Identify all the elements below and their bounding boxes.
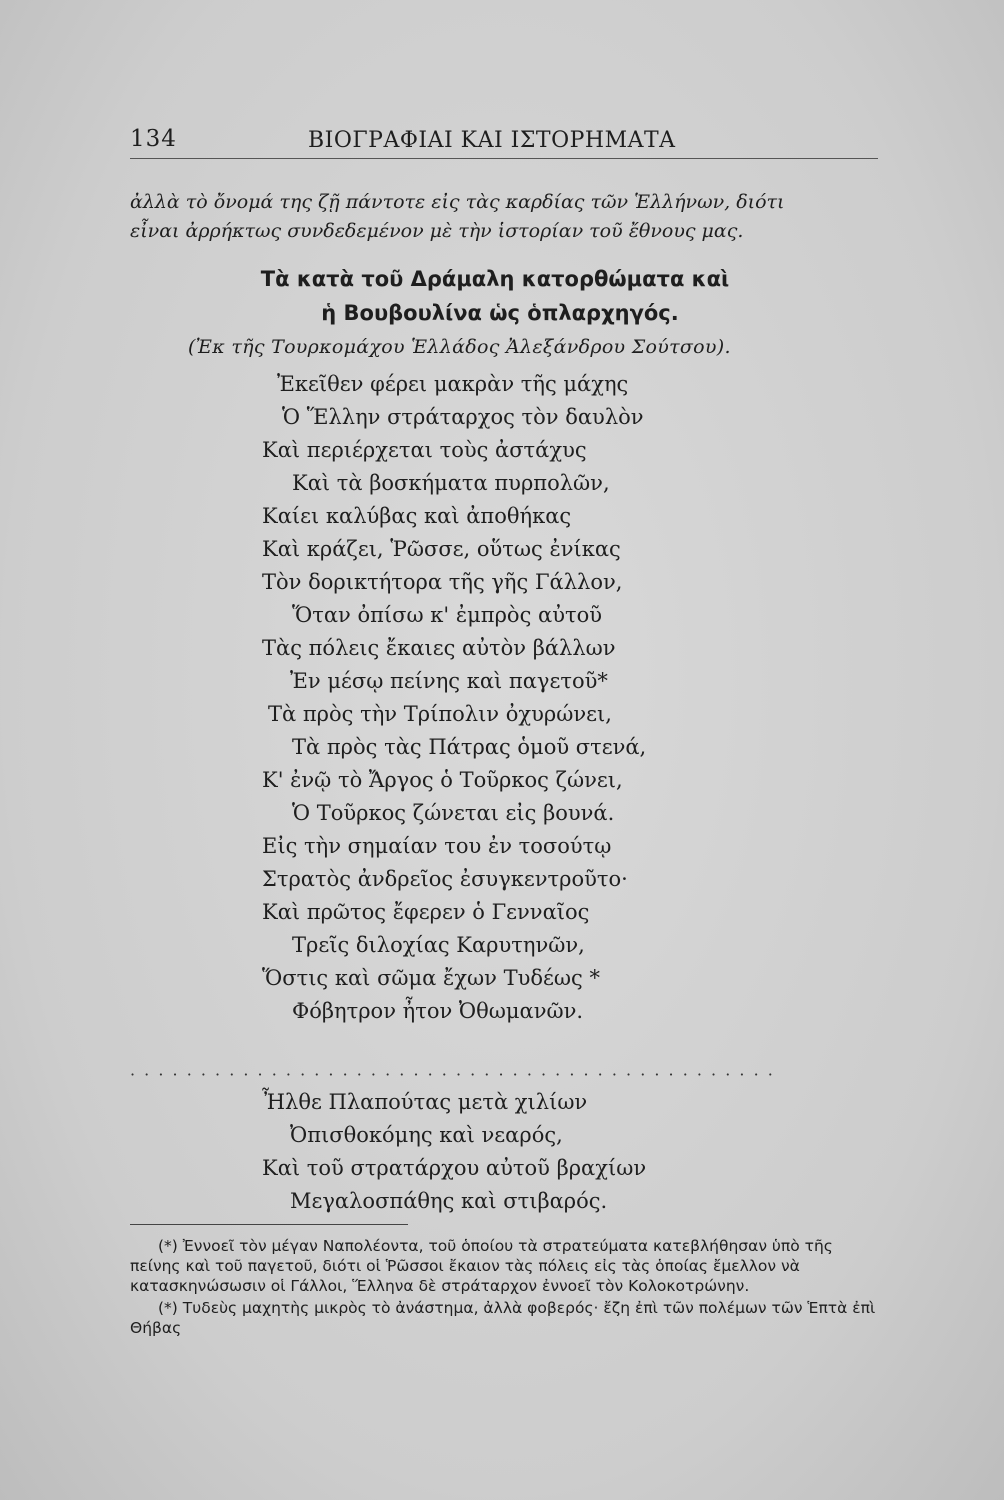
verse-line: Ὅστις καὶ σῶμα ἔχων Τυδέως * [262, 966, 600, 990]
section-heading-line: Τὰ κατὰ τοῦ Δράμαλη κατορθώματα καὶ [260, 267, 730, 291]
footnote: (*) Τυδεὺς μαχητὴς μικρὸς τὸ ἀνάστημα, ἀλλὰ φοβερός· ἔζη ἐπὶ τῶν πολέμων τῶν Ἑπτὰ ἐπὶ Θήβας [130, 1299, 876, 1337]
verse-line: Καὶ πρῶτος ἔφερεν ὁ Γενναῖος [262, 900, 590, 924]
verse-line: Μεγαλοσπάθης καὶ στιβαρός. [290, 1189, 608, 1213]
prose-line: εἶναι ἀρρήκτως συνδεδεμένον μὲ τὴν ἱστορίαν τοῦ ἔθνους μας. [130, 220, 744, 242]
verse-line: Ὅταν ὀπίσω κ' ἐμπρὸς αὐτοῦ [292, 603, 602, 627]
verse-line: Καίει καλύβας καὶ ἀποθήκας [262, 504, 572, 528]
section-heading-line: ἡ Βουβουλίνα ὡς ὁπλαρχηγός. [321, 301, 679, 325]
verse-line: Φόβητρον ἦτον Ὀθωμανῶν. [292, 999, 584, 1023]
verse-line: Τὰ πρὸς τὰς Πάτρας ὁμοῦ στενά, [292, 735, 647, 759]
running-title: ΒΙΟΓΡΑΦΙΑΙ ΚΑΙ ΙΣΤΟΡΗΜΑΤΑ [308, 128, 676, 153]
stanza-separator: · · · · · · · · · · · · · · · · · · · · · · · · · · · · · · · · · · · · · · · · · · · · · · [130, 1065, 775, 1084]
verse-line: Τὸν δορικτήτορα τῆς γῆς Γάλλον, [262, 570, 623, 594]
verse-line: Ὀπισθοκόμης καὶ νεαρός, [290, 1123, 563, 1147]
verse-line: Ἐν μέσῳ πείνης καὶ παγετοῦ* [290, 669, 608, 693]
source-citation: (Ἐκ τῆς Τουρκομάχου Ἑλλάδος Ἀλεξάνδρου Σούτσου). [188, 336, 731, 358]
verse-line: Τὰς πόλεις ἔκαιες αὐτὸν βάλλων [262, 636, 616, 660]
footnote-rule [130, 1224, 408, 1225]
verse-line: Καὶ τὰ βοσκήματα πυρπολῶν, [292, 471, 610, 495]
verse-line: Ὁ Τοῦρκος ζώνεται εἰς βουνά. [292, 801, 615, 825]
header-rule [130, 158, 878, 159]
verse-line: Ἐκεῖθεν φέρει μακρὰν τῆς μάχης [277, 372, 629, 396]
verse-line: Τρεῖς διλοχίας Καρυτηνῶν, [292, 933, 585, 957]
verse-line: Τὰ πρὸς τὴν Τρίπολιν ὀχυρώνει, [268, 702, 612, 726]
verse-line: Κ' ἐνῷ τὸ Ἄργος ὁ Τοῦρκος ζώνει, [262, 768, 623, 792]
footnotes [130, 1236, 882, 1340]
verse-line: Καὶ τοῦ στρατάρχου αὐτοῦ βραχίων [262, 1156, 647, 1180]
verse-line: Ὁ Ἕλλην στράταρχος τὸν δαυλὸν [282, 405, 644, 429]
page-number: 134 [130, 126, 177, 152]
verse-line: Στρατὸς ἀνδρεῖος ἐσυγκεντροῦτο· [262, 867, 628, 891]
prose-line: ἀλλὰ τὸ ὄνομά της ζῇ πάντοτε εἰς τὰς καρδίας τῶν Ἑλλήνων, διότι [130, 191, 785, 213]
intro-prose [130, 188, 890, 246]
verse-line: Καὶ κράζει, Ῥῶσσε, οὕτως ἐνίκας [262, 537, 621, 561]
verse-line: Εἰς τὴν σημαίαν του ἐν τοσούτῳ [262, 834, 612, 858]
verse-line: Καὶ περιέρχεται τοὺς ἀστάχυς [262, 438, 587, 462]
page-header [130, 126, 878, 156]
footnote: (*) Ἐννοεῖ τὸν μέγαν Ναπολέοντα, τοῦ ὁποίου τὰ στρατεύματα κατεβλήθησαν ὑπὸ τῆς πείνης καὶ τοῦ παγετοῦ, διότι οἱ Ῥῶσσοι ἔκαιον τὰς πόλεις εἰς τὰς ὁποίας ἔμελλον νὰ κατασκηνώσωσιν οἱ Γάλλοι, Ἕλληνα δὲ στράταρχον ἐννοεῖ τὸν Κολοκοτρώνην. [130, 1237, 833, 1295]
verse-line: Ἦλθε Πλαπούτας μετὰ χιλίων [262, 1090, 588, 1114]
